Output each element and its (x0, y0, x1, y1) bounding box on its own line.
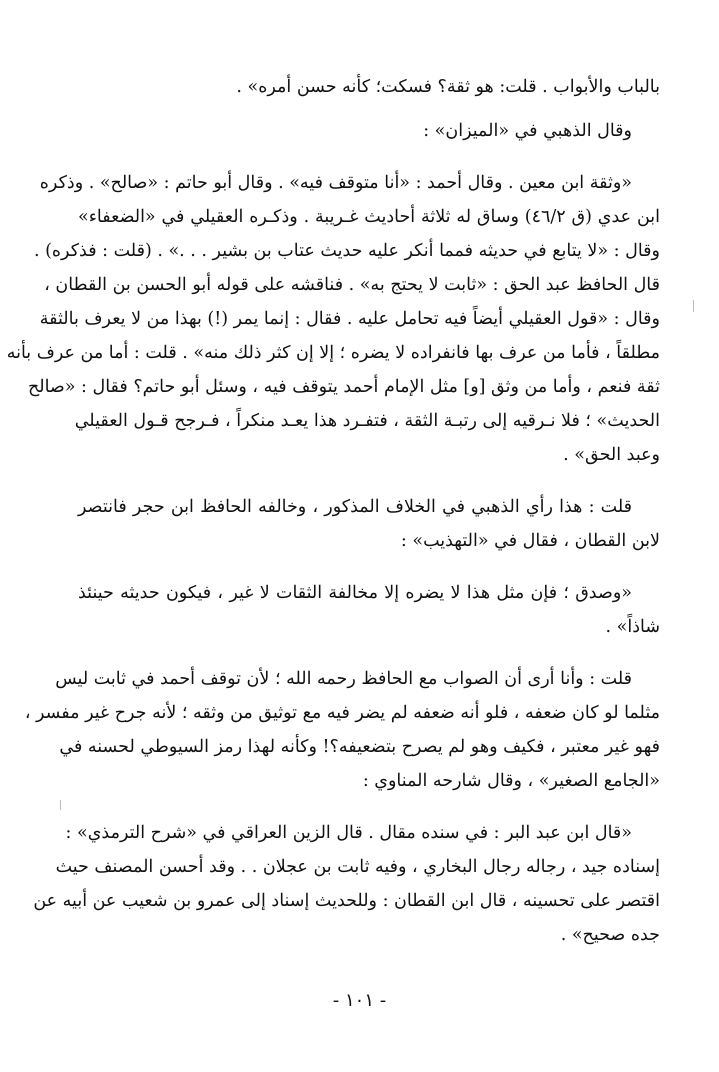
text-line: ابن عدي (ق ٤٦/٢) وساق له ثلاثة أحاديث غـريبة . وذكـره العقيلي في «الضعفاء» (78, 207, 660, 227)
text-line: «قال ابن عبد البر : في سنده مقال . قال الزين العراقي في «شرح الترمذي» : (65, 823, 632, 843)
text-line: «وثقة ابن معين . وقال أحمد : «أنا متوقف فيه» . وقال أبو حاتم : «صالح» . وذكره (39, 173, 632, 193)
text-line: جده صحيح» . (560, 925, 660, 945)
text-line: «الجامع الصغير» ، وقال شارحه المناوي : (362, 771, 660, 791)
scan-mark (60, 800, 61, 810)
paragraph-3-quote (6, 166, 660, 472)
paragraph-6 (24, 662, 660, 798)
page-number: - ١٠١ - (332, 990, 387, 1011)
text-line: إسناده جيد ، رجاله رجال البخاري ، وفيه ثابت بن عجلان . . وقد أحسن المصنف حيث (55, 857, 660, 877)
text-line: بالباب والأبواب . قلت: هو ثقة؟ فسكت؛ كأنه حسن أمره» . (236, 77, 660, 97)
text-line: مثلما لو كان ضعفه ، فلو أنه ضعفه لم يضر فيه مع توثيق من وثقه ؛ لأنه جرح غير مفسر ، (24, 703, 660, 723)
text-line: مطلقاً ، فأما من عرف بها فانفراده لا يضره ؛ إلا إن كثر ذلك منه» . قلت : أما من عرف بأنه (6, 343, 660, 363)
text-line: قلت : وأنا أرى أن الصواب مع الحافظ رحمه الله ؛ لأن توقف أحمد في ثابت ليس (55, 669, 632, 689)
text-line: قال الحافظ عبد الحق : «ثابت لا يحتج به» . فناقشه على قوله أبو الحسن بن القطان ، (44, 275, 660, 295)
text-line: قلت : هذا رأي الذهبي في الخلاف المذكور ، وخالفه الحافظ ابن حجر فانتصر (78, 497, 632, 517)
scan-mark (693, 300, 694, 312)
paragraph-7-quote (33, 816, 660, 952)
page-body (6, 70, 660, 952)
paragraph-2 (78, 114, 660, 148)
text-line: وقال الذهبي في «الميزان» : (423, 121, 632, 141)
text-line: ثقة فنعم ، وأما من وثق [و] مثل الإمام أحمد يتوقف فيه ، وسئل أبو حاتم؟ فقال : «صالح (27, 377, 660, 397)
text-line: فهو غير معتبر ، فكيف وهو لم يصرح بتضعيفه؟! وكأنه لهذا رمز السيوطي لحسنه في (59, 737, 660, 757)
paragraph-4 (78, 490, 660, 558)
text-line: وعبد الحق» . (563, 445, 660, 465)
text-line: «وصدق ؛ فإن مثل هذا لا يضره إلا مخالفة الثقات لا غير ، فيكون حديثه حينئذ (78, 583, 632, 603)
text-line: اقتصر على تحسينه ، قال ابن القطان : وللحديث إسناد إلى عمرو بن شعيب عن أبيه عن (33, 891, 660, 911)
paragraph-1 (78, 70, 660, 104)
text-line: الحديث» ؛ فلا نـرقيه إلى رتبـة الثقة ، فتفـرد هذا يعـد منكراً ، فـرجح قـول العقيلي (74, 411, 660, 431)
paragraph-5-quote (78, 576, 660, 644)
text-line: وقال : «لا يتابع في حديثه فمما أنكر عليه حديث عتاب بن بشير . . .» . (قلت : فذكره) . (33, 241, 660, 261)
text-line: شاذاً» . (605, 617, 660, 637)
text-line: وقال : «قول العقيلي أيضاً فيه تحامل عليه . فقال : إنما يمر (!) بهذا من لا يعرف بالثقة (39, 309, 660, 329)
text-line: لابن القطان ، فقال في «التهذيب» : (400, 531, 660, 551)
